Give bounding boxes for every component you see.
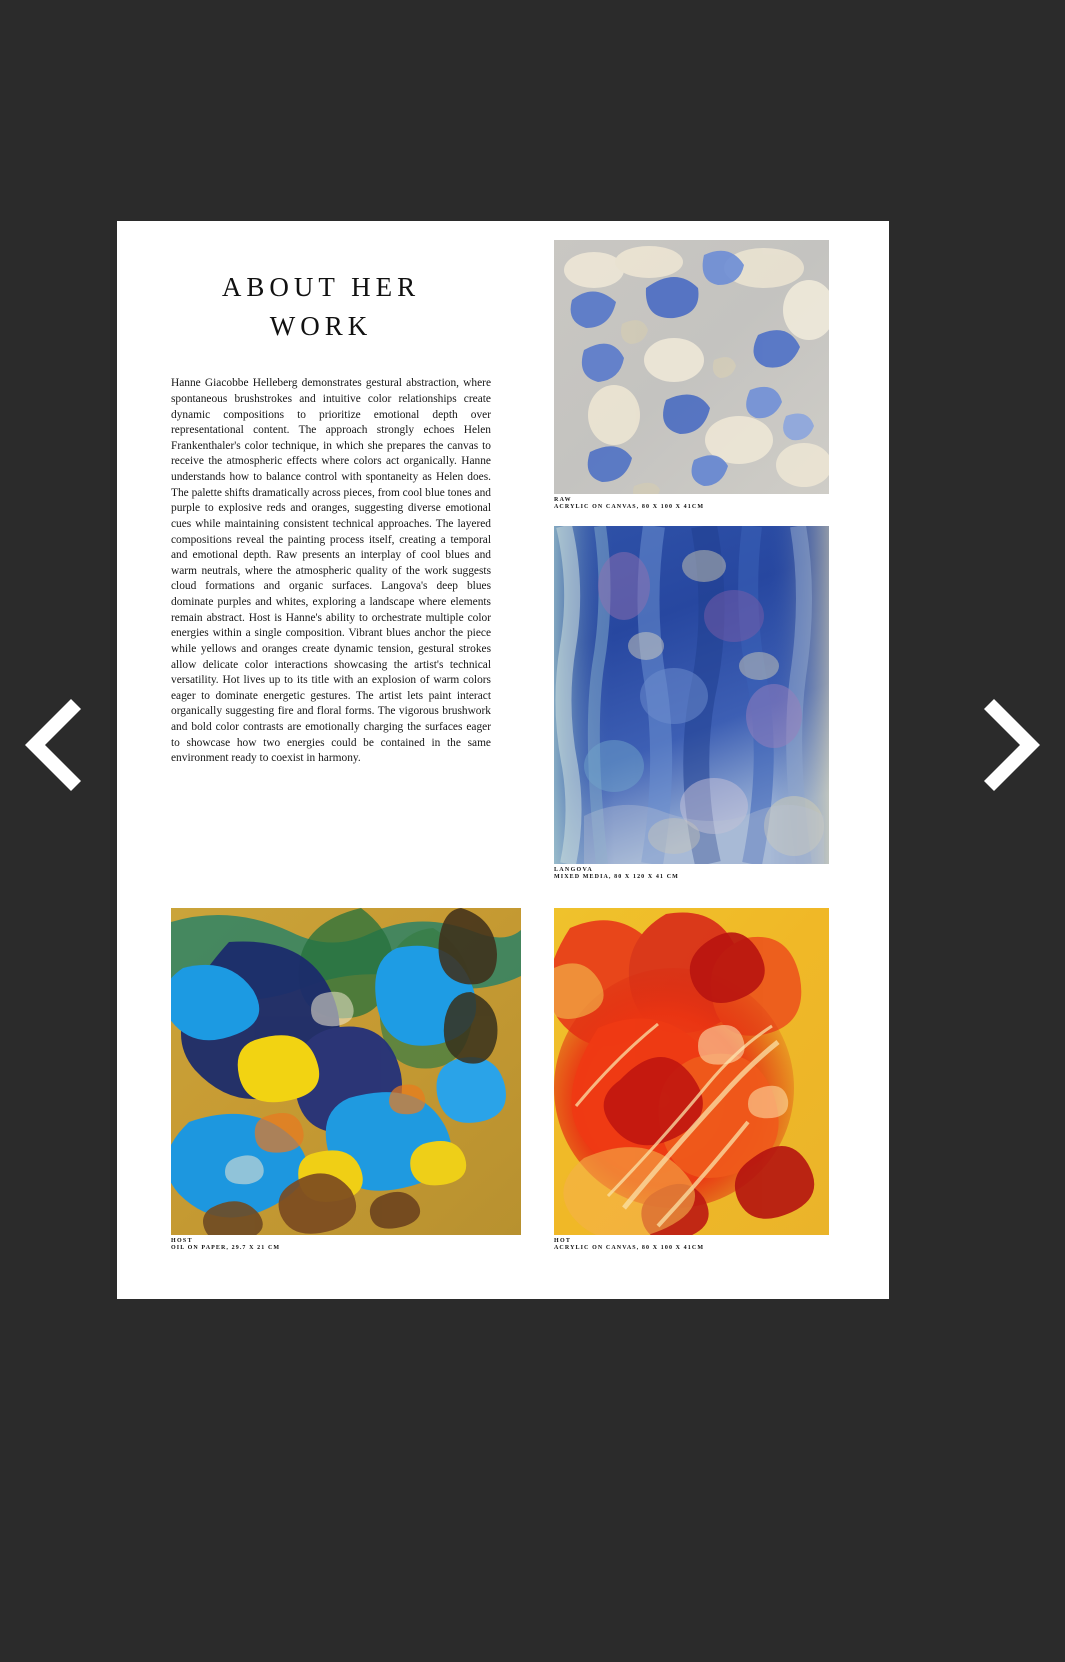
next-page-button[interactable] xyxy=(977,690,1047,800)
artwork-details-host: OIL ON PAPER, 29.7 X 21 CM xyxy=(171,1245,281,1251)
artwork-details-langova: MIXED MEDIA, 80 X 120 X 41 CM xyxy=(554,874,679,880)
page-title: ABOUT HER WORK xyxy=(221,272,421,342)
artwork-details-raw: ACRYLIC ON CANVAS, 80 X 100 X 41CM xyxy=(554,504,705,510)
artwork-langova[interactable] xyxy=(554,526,829,880)
chevron-right-icon xyxy=(982,695,1042,795)
artwork-host[interactable] xyxy=(171,908,521,1251)
artwork-details-hot: ACRYLIC ON CANVAS, 80 X 100 X 41CM xyxy=(554,1245,705,1251)
artwork-image-raw xyxy=(554,240,829,494)
artwork-image-host xyxy=(171,908,521,1235)
artwork-title-raw: RAW xyxy=(554,497,572,503)
about-section xyxy=(171,268,491,767)
artwork-title-langova: LANGOVA xyxy=(554,867,593,873)
previous-page-button[interactable] xyxy=(18,690,88,800)
artwork-title-hot: HOT xyxy=(554,1238,572,1244)
artwork-image-hot xyxy=(554,908,829,1235)
artwork-image-langova xyxy=(554,526,829,864)
about-body-text: Hanne Giacobbe Helleberg demonstrates gestural abstraction, where spontaneous brushstrokes and intuitive color relationships create dynamic compositions to prioritize emotional depth over representational content. The approach strongly echoes Helen Frankenthaler's color technique, in which she prepares the canvas to receive the atmospheric effects where colors act organically. Hanne understands how to balance control with spontaneity as Helen does. The palette shifts dramatically across pieces, from cool blue tones and purple to explosive reds and oranges, suggesting diverse emotional cues while maintaining consistent technical approaches. The layered compositions reveal the painting process itself, creating a temporal and emotional depth. Raw presents an interplay of cool blues and warm neutrals, where the atmospheric quality of the work suggests cloud formations and organic surfaces. Langova's deep blues dominate purples and whites, exploring a landscape where elements remain abstract. Host is Hanne's ability to orchestrate multiple color energies within a single composition. Vibrant blues anchor the piece while yellows and oranges create dynamic tension, gestural strokes allow delicate color interactions showcasing the artist's technical versatility. Hot lives up to its title with an explosion of warm colors eager to dominate energetic gestures. The artist lets paint interact organically suggesting fire and floral forms. The vigorous brushwork and bold color contrasts are emotionally charging the surfaces eager to showcase how two energies could be contained in the same environment ready to coexist in harmony. xyxy=(171,377,491,765)
chevron-left-icon xyxy=(23,695,83,795)
artwork-hot[interactable] xyxy=(554,908,829,1251)
document-page xyxy=(117,221,889,1299)
artwork-raw[interactable] xyxy=(554,240,829,510)
artwork-title-host: HOST xyxy=(171,1238,193,1244)
